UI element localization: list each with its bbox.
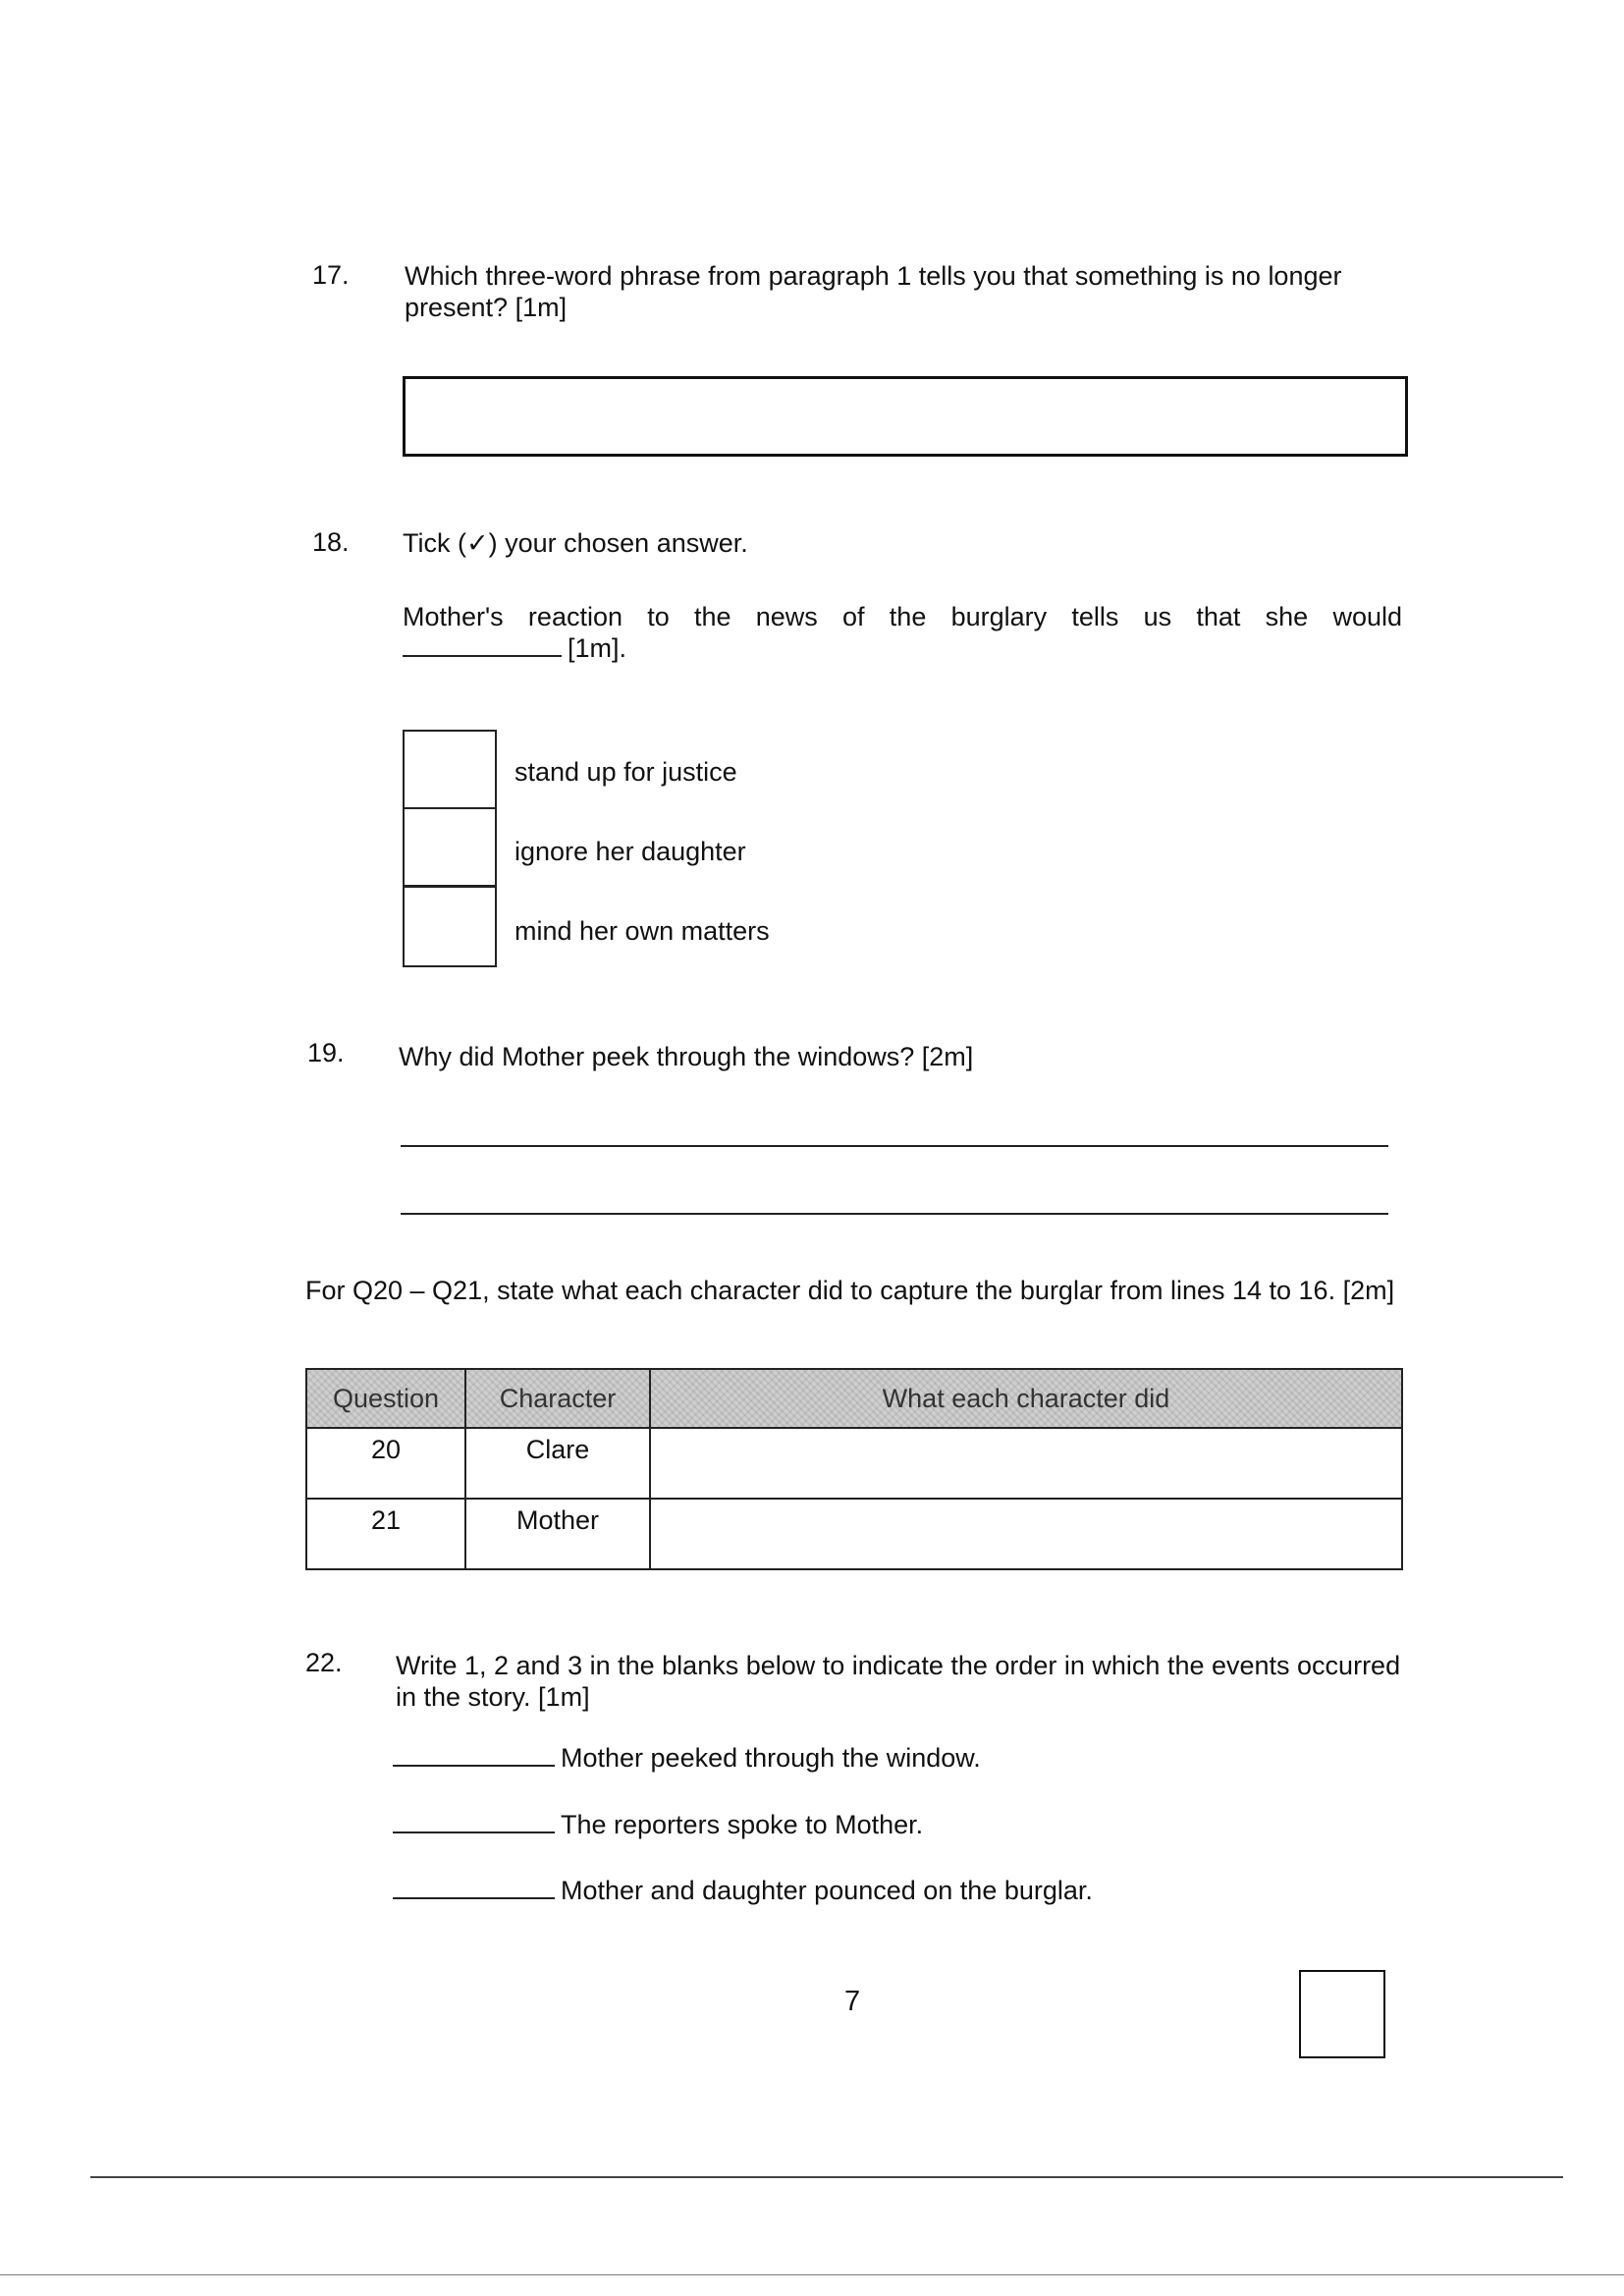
bottom-cut-line bbox=[90, 2176, 1563, 2178]
q17-number: 17. bbox=[312, 260, 350, 290]
q19-text: Why did Mother peek through the windows? [2m] bbox=[399, 1042, 974, 1071]
row-20-question: 20 bbox=[306, 1428, 465, 1499]
q18-number: 18. bbox=[312, 527, 350, 557]
q22-event-1-text: Mother peeked through the window. bbox=[561, 1743, 981, 1773]
q19-number: 19. bbox=[307, 1038, 345, 1067]
marks-box[interactable] bbox=[1299, 1970, 1385, 2058]
q22-event-2 bbox=[393, 1810, 923, 1840]
page-edge-line bbox=[0, 2274, 1624, 2275]
q22-event-2-text: The reporters spoke to Mother. bbox=[561, 1810, 924, 1839]
q22-text: Write 1, 2 and 3 in the blanks below to indicate the order in which the events occurred in the story. [1m] bbox=[396, 1651, 1401, 1712]
table-row bbox=[306, 1499, 1402, 1569]
q18-option-3-checkbox[interactable] bbox=[403, 886, 497, 967]
row-20-answer-cell[interactable] bbox=[650, 1428, 1402, 1499]
q22-event-2-blank[interactable] bbox=[393, 1831, 555, 1833]
q17-answer-box[interactable] bbox=[403, 376, 1408, 457]
q18-stem-end-row bbox=[403, 632, 626, 664]
header-character: Character bbox=[465, 1369, 650, 1428]
row-21-question: 21 bbox=[306, 1499, 465, 1569]
q18-option-1-checkbox[interactable] bbox=[403, 730, 497, 809]
row-20-character: Clare bbox=[465, 1428, 650, 1499]
table-row bbox=[306, 1428, 1402, 1499]
q18-stem-end: [1m]. bbox=[568, 633, 627, 663]
q18-option-1-label: stand up for justice bbox=[514, 757, 737, 787]
q22-event-3-blank[interactable] bbox=[393, 1897, 555, 1899]
q22-event-1 bbox=[393, 1743, 981, 1774]
q22-number: 22. bbox=[305, 1648, 343, 1677]
table-header-row bbox=[306, 1369, 1402, 1428]
q18-option-2-label: ignore her daughter bbox=[514, 837, 746, 866]
character-table bbox=[305, 1368, 1403, 1570]
q22-event-3-text: Mother and daughter pounced on the burglar. bbox=[561, 1876, 1093, 1905]
row-21-character: Mother bbox=[465, 1499, 650, 1569]
q18-instruction: Tick (✓) your chosen answer. bbox=[403, 528, 748, 558]
q18-stem-blank[interactable] bbox=[403, 655, 562, 657]
q17-text: Which three-word phrase from paragraph 1 tells you that something is no longer present? [1m] bbox=[405, 261, 1342, 322]
q18-option-2-checkbox[interactable] bbox=[403, 807, 497, 887]
header-what-each-character-did: What each character did bbox=[650, 1369, 1402, 1428]
page-number: 7 bbox=[844, 1986, 861, 2017]
q22-event-1-blank[interactable] bbox=[393, 1765, 555, 1767]
q18-stem: Mother's reaction to the news of the burglary tells us that she would bbox=[403, 602, 1402, 631]
q18-option-3-label: mind her own matters bbox=[514, 916, 770, 946]
q20-21-intro: For Q20 – Q21, state what each character did to capture the burglar from lines 14 to 16. [2m] bbox=[305, 1276, 1395, 1305]
q22-event-3 bbox=[393, 1876, 1093, 1906]
q19-answer-line-2[interactable] bbox=[401, 1213, 1388, 1215]
header-question: Question bbox=[306, 1369, 465, 1428]
q19-answer-line-1[interactable] bbox=[401, 1145, 1388, 1147]
row-21-answer-cell[interactable] bbox=[650, 1499, 1402, 1569]
